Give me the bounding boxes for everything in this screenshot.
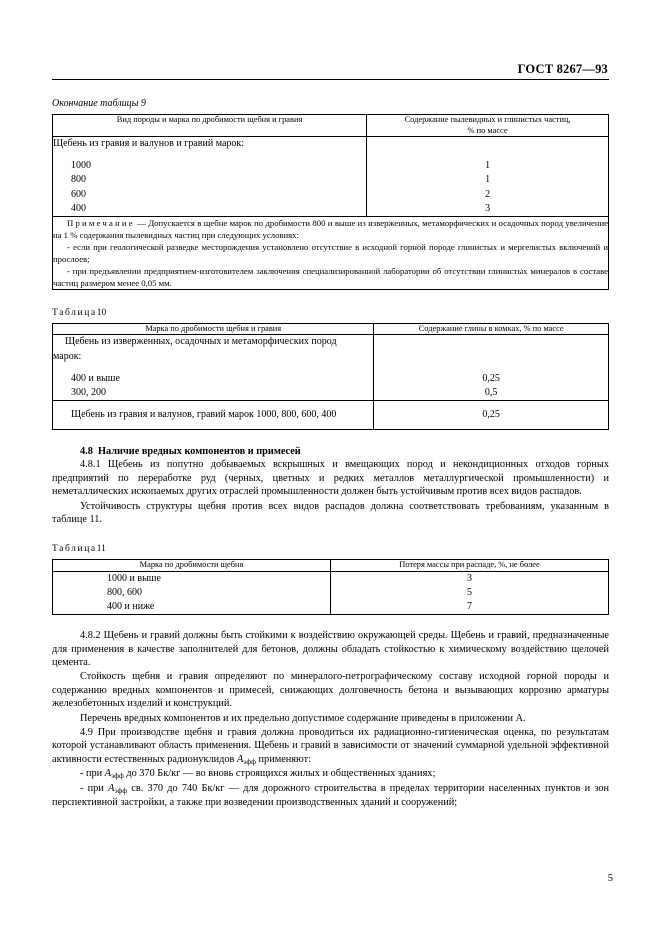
bullet-4-9-2 [52,782,609,809]
bullet-4-9-1 [52,767,609,781]
page-content [52,62,609,809]
table10-col2-header: Содержание глины в комках, % по массе [374,323,609,335]
table9-group-title: Щебень из гравия и валунов и гравий марок: [53,138,245,149]
table11-col1-header: Марка по дробимости щебня [53,560,331,572]
table11-value-0: 3 [467,572,472,584]
table11-caption-label: Таблица [52,544,97,555]
table9-note-cell [53,216,609,289]
table10-caption-label: Таблица [52,307,97,318]
table11-header-row [53,560,609,572]
section-4-8-heading [52,446,609,457]
paragraph-4-8-1: 4.8.1 Щебень из попутно добываемых вскрышных и вмещающих пород и некондиционных отходов горных предприятий по переработке руд (черных, цветных и редких металлов металлургической промышленности) и неметаллических ископаемых других отраслей промышленности должен быть устойчивым против всех видов распадов. [52,459,609,498]
bullet-4-9-2-pre: - при [80,783,109,795]
table-11 [52,559,609,615]
table9-caption: Окончание таблицы 9 [52,98,146,109]
table9-header-row [53,115,609,137]
table11-mark-2: 400 и ниже [107,601,155,613]
table10-caption [52,308,609,318]
table11-marks-cell [53,571,331,615]
paragraph-4-8-2c: Перечень вредных компонентов и их предельно допустимое содержание приведены в приложении А. [80,712,526,724]
table11-body-row [53,571,609,615]
table9-col2-header-line1: Содержание пылевидных и глинистых частиц, [404,115,571,124]
table9-col2-header-line2: % по массе [467,125,508,135]
table9-spacer [367,137,608,151]
table10-values-cell [374,335,609,401]
table10-caption-number: 10 [96,307,107,318]
table9-col1-header: Вид породы и марка по дробимости щебня и гравия [53,115,367,137]
table11-caption [52,544,609,554]
bullet-4-9-1-subscript: эфф [111,771,124,781]
table9-value-0: 1 [485,160,491,172]
table10-last-mark: Щебень из гравия и валунов, гравий марок 1000, 800, 600, 400 [53,401,374,430]
bullet-4-9-1-pre: - при [80,768,105,780]
table11-caption-number: 11 [96,544,106,555]
table9-mark-3: 400 [71,202,86,214]
a-eff-symbol: A [236,753,244,765]
paragraph-4-8-1b: Устойчивость структуры щебня против всех видов распадов должна соответствовать требованиям, указанным в таблице 11. [52,500,609,525]
table-10 [52,323,609,430]
table9-value-2: 2 [485,188,491,200]
table9-note-paragraph-1 [53,217,608,241]
paragraph-4-8-2: 4.8.2 Щебень и гравий должны быть стойкими к воздействию окружающей среды. Щебень и гравий, предназначенные для применения в качестве заполнителей для бетонов, должны обладать стойкостью к химическому воздействию щелочей цемента. [52,630,609,669]
table9-value-3: 3 [485,202,491,214]
bullet-4-9-1-symbol: A [104,768,112,780]
table9-gap [53,151,366,159]
table10-mark-0: 400 и выше [71,372,120,384]
running-head: ГОСТ 8267—93 [517,62,608,76]
table9-mark-1: 800 [71,174,86,186]
paragraph-4-9-text-1: 4.9 При производстве щебня и гравия должна проводиться их радиационно-гигиеническая оценка, по результатам которой устанавливают область применения. Щебень и гравий в зависимости от значений суммарной удельной эффективной активности естественных радионуклидов [52,726,609,765]
table10-gap [53,364,373,372]
paragraph-4-9-text-2: применяют: [255,753,311,765]
page-number: 5 [607,873,613,884]
table9-body-row [53,137,609,217]
table9-note-paragraph-2: - если при геологической разведке месторождения установлено отсутствие в исходной горной породе глинистых и мергелистых включений и прослоев; [53,241,608,264]
table9-marks-cell [53,137,367,217]
table11-value-1: 5 [467,586,472,598]
table10-mark-1: 300, 200 [71,387,106,398]
table9-mark-2: 600 [71,188,86,200]
table9-note-row [53,216,609,289]
section-4-8-number: 4.8 [80,446,93,458]
table10-body-row [53,335,609,401]
bullet-4-9-1-post: до 370 Бк/кг — во вновь строящихся жилых и общественных зданиях; [123,768,436,780]
table9-gap-2 [367,151,608,159]
table9-mark-0: 1000 [71,160,91,172]
running-head-rule [52,79,609,80]
table9-note-label: Примечание [67,217,135,228]
bullet-4-9-2-symbol: A [108,783,115,795]
table11-col2-header: Потеря массы при распаде, %, не более [331,560,609,572]
table10-group-title-line1: Щебень из изверженных, осадочных и метаморфических пород [65,336,337,348]
paragraph-4-8-2b: Стойкость щебня и гравия определяют по минералого-петрографическому составу исходной горной породы и содержанию вредных компонентов и примесей, снижающих долговечность бетона и вызывающих коррозию арматуры железобетонных изделий и конструкций. [52,671,609,710]
table11-mark-1: 800, 600 [107,586,142,598]
table10-header-row [53,323,609,335]
table9-note-paragraph-3: - при предъявлении предприятием-изготовителем заключения специализированной лаборатории об отсутствии глинистых минералов в составе частиц размером менее 0,05 мм. [53,265,608,288]
table9-col2-header [367,115,609,137]
table10-spacer-1 [374,335,608,349]
table11-values-cell [331,571,609,615]
table11-value-2: 7 [467,601,472,613]
table10-col1-header: Марка по дробимости щебня и гравия [53,323,374,335]
table10-group-title-line2: марок: [53,350,82,362]
table9-note-text-1: — Допускается в щебне марок по дробимости 800 и выше из изверженных, метаморфических и осадочных пород увеличение на 1 % содержания пылевидных частиц при следующих условиях: [53,217,608,240]
bullet-4-9-2-post: св. 370 до 740 Бк/кг — для дорожного строительства в пределах территории населенных пунктов и зон перспективной застройки, а также при возведении производственных зданий и сооружений; [52,783,610,808]
table10-last-value: 0,25 [374,401,609,430]
section-4-8-title: Наличие вредных компонентов и примесей [98,446,301,458]
table-9 [52,114,609,290]
a-eff-subscript: эфф [243,756,256,766]
table10-marks-cell [53,335,374,401]
table9-value-1: 1 [485,174,491,186]
table11-mark-0: 1000 и выше [107,572,161,584]
table10-value-1: 0,5 [484,387,498,398]
table10-gap-2 [374,364,608,372]
table9-values-cell [367,137,609,217]
paragraph-4-9 [52,726,609,766]
table10-value-0: 0,25 [482,372,500,384]
table10-last-row [53,401,609,430]
bullet-4-9-2-subscript: эфф [114,786,128,796]
table10-spacer-2 [374,350,608,364]
